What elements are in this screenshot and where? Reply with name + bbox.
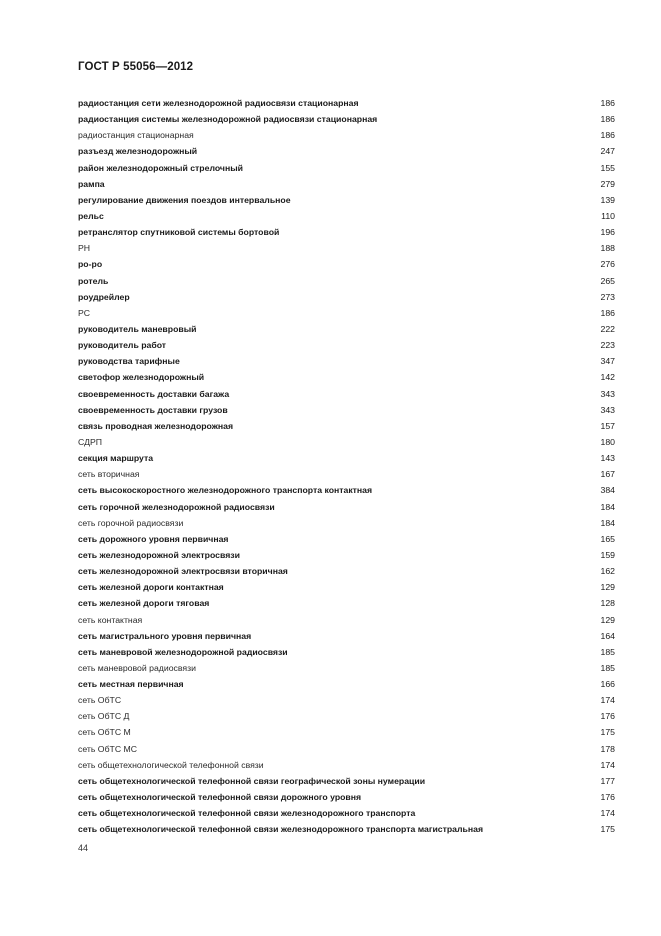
index-entry	[78, 660, 615, 676]
index-entry	[78, 369, 615, 385]
index-page-reference: 174	[600, 808, 615, 819]
index-entry	[78, 127, 615, 143]
index-entry	[78, 612, 615, 628]
index-term: сеть ОбТС М	[78, 727, 131, 738]
index-page-reference: 129	[600, 614, 615, 625]
index-entry	[78, 692, 615, 708]
index-page-reference: 184	[600, 517, 615, 528]
index-term: сеть общетехнологической телефонной связи железнодорожного транспорта магистральная	[78, 824, 484, 835]
index-page-reference: 176	[600, 711, 615, 722]
index-entry	[78, 547, 615, 563]
index-entry	[78, 143, 615, 159]
index-page-reference: 175	[600, 824, 615, 835]
index-page-reference: 164	[600, 630, 615, 641]
index-page-reference: 110	[601, 210, 615, 221]
index-entry	[78, 628, 615, 644]
index-entry	[78, 773, 615, 789]
index-page-reference: 166	[600, 679, 615, 690]
index-term: СДРП	[78, 436, 103, 447]
index-term: сеть маневровой радиосвязи	[78, 662, 196, 673]
index-entry	[78, 805, 615, 821]
index-page-reference: 165	[600, 533, 615, 544]
index-entry	[78, 676, 615, 692]
index-term: сеть ОбТС Д	[78, 711, 130, 722]
index-entry	[78, 531, 615, 547]
index-page-reference: 139	[600, 194, 615, 205]
index-term: сеть вторичная	[78, 469, 140, 480]
index-term: сеть общетехнологической телефонной связи железнодорожного транспорта	[78, 808, 416, 819]
index-entry	[78, 450, 615, 466]
index-entry	[78, 240, 615, 256]
index-entry	[78, 192, 615, 208]
index-entry	[78, 563, 615, 579]
index-page-reference: 162	[600, 566, 615, 577]
index-term: рампа	[78, 178, 105, 189]
index-entry	[78, 402, 615, 418]
index-entry	[78, 482, 615, 498]
index-term: ро-ро	[78, 259, 103, 270]
page-number: 44	[78, 843, 89, 853]
index-term: рельс	[78, 210, 104, 221]
index-page-reference: 186	[600, 307, 615, 318]
index-term: ротель	[78, 275, 109, 286]
index-page-reference: 129	[600, 582, 615, 593]
index-page-reference: 188	[600, 243, 615, 254]
index-page-reference: 265	[600, 275, 615, 286]
index-page-reference: 186	[600, 114, 615, 125]
index-entry	[78, 821, 615, 837]
index-term: разъезд железнодорожный	[78, 146, 198, 157]
index-term: сеть ОбТС	[78, 695, 122, 706]
index-term: ретранслятор спутниковой системы бортовой	[78, 227, 280, 238]
index-page-reference: 343	[600, 388, 615, 399]
index-term: сеть железнодорожной электросвязи	[78, 549, 240, 560]
index-page-reference: 223	[600, 340, 615, 351]
index-term: РН	[78, 243, 91, 254]
index-entry	[78, 515, 615, 531]
index-page-reference: 128	[600, 598, 615, 609]
index-term: сеть железной дороги тяговая	[78, 598, 210, 609]
index-term: район железнодорожный стрелочный	[78, 162, 243, 173]
index-entry	[78, 289, 615, 305]
index-term: сеть горочной железнодорожной радиосвязи	[78, 501, 275, 512]
index-term: сеть местная первичная	[78, 679, 184, 690]
index-term: сеть железной дороги контактная	[78, 582, 224, 593]
index-entry	[78, 386, 615, 402]
index-entry	[78, 724, 615, 740]
index-term: радиостанция сети железнодорожной радиосвязи стационарная	[78, 98, 359, 108]
index-page-reference: 196	[600, 227, 615, 238]
index-term: радиостанция системы железнодорожной радиосвязи стационарная	[78, 114, 378, 125]
index-entry	[78, 579, 615, 595]
index-entry	[78, 321, 615, 337]
index-entry	[78, 757, 615, 773]
index-entry	[78, 741, 615, 757]
index-entry	[78, 595, 615, 611]
index-page-reference: 384	[600, 485, 615, 496]
index-term: связь проводная железнодорожная	[78, 420, 234, 431]
index-page-reference: 174	[600, 759, 615, 770]
index-page-reference: 159	[600, 549, 615, 560]
index-page-reference: 279	[600, 178, 615, 189]
index-term: сеть ОбТС МС	[78, 743, 138, 754]
index-term: сеть общетехнологической телефонной связи географической зоны нумерации	[78, 775, 426, 786]
index-entry	[78, 160, 615, 176]
index-page-reference: 176	[600, 792, 615, 803]
index-page-reference: 343	[600, 404, 615, 415]
index-page-reference: 222	[600, 323, 615, 334]
index-term: руководства тарифные	[78, 356, 180, 367]
index-entry	[78, 111, 615, 127]
index-term: руководитель работ	[78, 340, 167, 351]
index-entry	[78, 256, 615, 272]
index-term: радиостанция стационарная	[78, 130, 194, 141]
index-entry	[78, 499, 615, 515]
index-page-reference: 157	[600, 420, 615, 431]
index-entry	[78, 418, 615, 434]
index-term: светофор железнодорожный	[78, 372, 205, 383]
index-entry	[78, 708, 615, 724]
index-page-reference: 143	[600, 453, 615, 464]
index-entry	[78, 224, 615, 240]
index-page-reference: 185	[600, 662, 615, 673]
index-entry	[78, 337, 615, 353]
index-entry	[78, 353, 615, 369]
index-entry	[78, 305, 615, 321]
index-term: сеть общетехнологической телефонной связи дорожного уровня	[78, 792, 362, 803]
document-title: ГОСТ Р 55056—2012	[78, 61, 194, 73]
index-term: сеть дорожного уровня первичная	[78, 533, 229, 544]
index-entry	[78, 208, 615, 224]
index-term: сеть железнодорожной электросвязи вторичная	[78, 566, 288, 577]
index-page-reference: 180	[600, 436, 615, 447]
index-term: РС	[78, 307, 90, 318]
index-page-reference: 347	[600, 356, 615, 367]
index-page-reference: 184	[600, 501, 615, 512]
index-term: роудрейлер	[78, 291, 130, 302]
index-page-reference: 185	[600, 646, 615, 657]
index-term: сеть горочной радиосвязи	[78, 517, 184, 528]
index-term: сеть высокоскоростного железнодорожного транспорта контактная	[78, 485, 373, 496]
index-term: сеть маневровой железнодорожной радиосвязи	[78, 646, 288, 657]
index-entry	[78, 466, 615, 482]
index-page-reference: 276	[600, 259, 615, 270]
index-entry	[78, 644, 615, 660]
index-page-reference: 174	[600, 695, 615, 706]
index-entry	[78, 789, 615, 805]
index-page-reference: 186	[600, 130, 615, 141]
index-term: сеть магистрального уровня первичная	[78, 630, 252, 641]
index-term: руководитель маневровый	[78, 323, 197, 334]
index-page-reference: 155	[600, 162, 615, 173]
index-page-reference: 167	[600, 469, 615, 480]
index-term: регулирование движения поездов интервальное	[78, 194, 291, 205]
index-page-reference: 247	[600, 146, 615, 157]
index-entry	[78, 95, 615, 111]
index-page-reference: 142	[600, 372, 615, 383]
index-entry	[78, 434, 615, 450]
index-page-reference: 177	[600, 775, 615, 786]
index-term: секция маршрута	[78, 453, 154, 464]
index-term: своевременность доставки багажа	[78, 388, 230, 399]
index-term: сеть контактная	[78, 614, 143, 625]
index-page-reference: 178	[600, 743, 615, 754]
index-page-reference: 186	[600, 98, 615, 108]
index-term: своевременность доставки грузов	[78, 404, 228, 415]
alphabetical-index	[78, 95, 615, 837]
index-entry	[78, 273, 615, 289]
index-page-reference: 175	[600, 727, 615, 738]
index-page-reference: 273	[600, 291, 615, 302]
index-term: сеть общетехнологической телефонной связи	[78, 759, 264, 770]
index-entry	[78, 176, 615, 192]
